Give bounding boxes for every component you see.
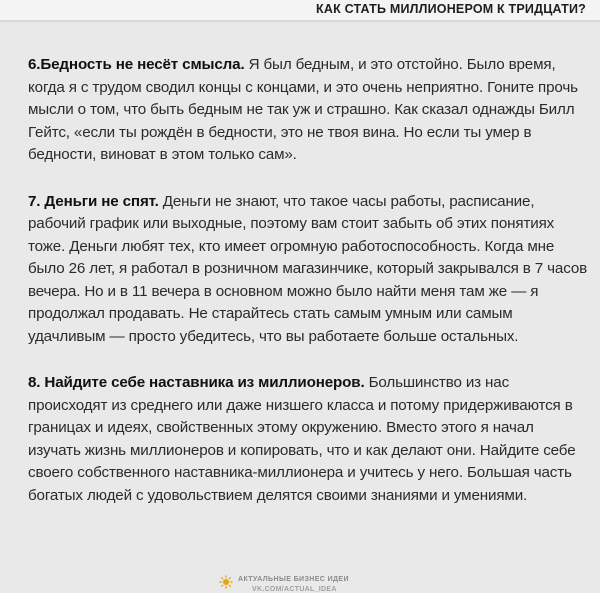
header-band	[0, 0, 600, 22]
paragraph-text: Я был бедным, и это отстойно. Было время, когда я с трудом сводил концы с концами, и это очень неприятно. Гоните прочь мысли о том, что быть бедным не так уж и страшно. Как сказал однажды Билл Гейтс, «если ты рождён в бедности, это не твоя вина. Но если ты умер в бедности, виноват в этом только сам».	[28, 56, 578, 163]
paragraph-money-never-sleeps	[28, 191, 588, 349]
page-title: КАК СТАТЬ МИЛЛИОНЕРОМ К ТРИДЦАТИ?	[316, 2, 586, 16]
article-body	[28, 54, 588, 531]
paragraph-text: Большинство из нас происходят из среднего или даже низшего класса и потому придерживаются в границах и идеях, свойственных этому окружению. Вместо этого я начал изучать жизнь миллионеров и копировать, что и как делают они. Найдите себе своего собственного наставника-миллионера и учитесь у него. Большая часть богатых людей с удовольствием делятся своими знаниями и умениями.	[28, 374, 576, 504]
paragraph-mentor	[28, 372, 588, 507]
paragraph-poverty	[28, 54, 588, 167]
footer	[0, 572, 600, 591]
paragraph-text: Деньги не знают, что такое часы работы, расписание, рабочий график или выходные, поэтому вам стоит забыть об этих понятиях тоже. Деньги любят тех, кто имеет огромную работоспособность. Когда мне было 26 лет, я работал в розничном магазинчике, который закрывался в 7 часов вечера. Но и в 11 вечера в основном можно было найти меня там же — я продолжал продавать. Не старайтесь стать самым умным или самым удачливым — просто убедитесь, что вы работаете больше остальных.	[28, 192, 588, 345]
footer-brand: АКТУАЛЬНЫЕ БИЗНЕС ИДЕИ	[238, 576, 349, 583]
paragraph-heading: 8. Найдите себе наставника из миллионеров.	[28, 374, 365, 391]
sun-logo-icon	[219, 575, 233, 589]
footer-link[interactable]: VK.COM/ACTUAL_IDEA	[252, 586, 337, 593]
paragraph-heading: 7. Деньги не спят.	[28, 192, 159, 210]
paragraph-heading: 6.Бедность не несёт смысла.	[28, 56, 245, 73]
